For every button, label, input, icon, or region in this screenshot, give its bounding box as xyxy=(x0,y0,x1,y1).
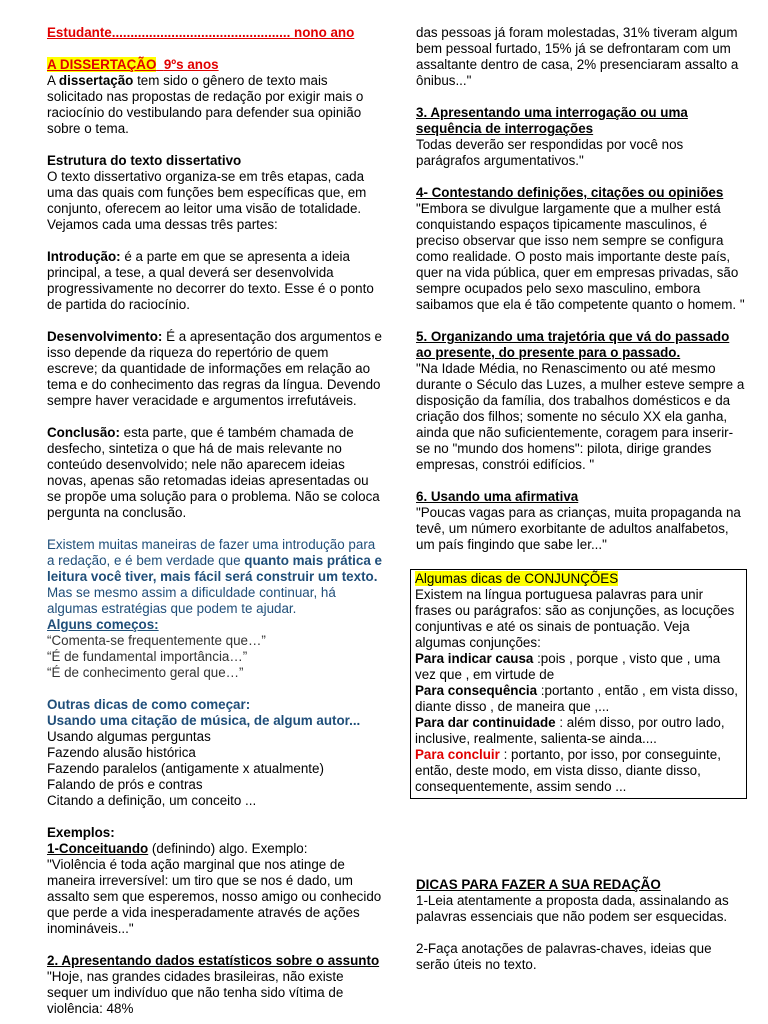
example-3-heading-text: 3. Apresentando uma interrogação ou uma sequência de interrogações xyxy=(416,105,688,136)
example-6-heading-text: 6. Usando uma afirmativa xyxy=(416,489,579,504)
introduction-label: Introdução: xyxy=(47,249,121,264)
consequence-text: :portanto , então , em vista disso, diante disso , de maneira que ,... xyxy=(415,683,739,714)
conjunction-continuity xyxy=(415,715,742,747)
example-6-heading xyxy=(416,489,746,505)
structure-text: O texto dissertativo organiza-se em três etapas, cada uma das quais com funções bem específicas que, em conjunto, oferecem ao leitor uma visão de totalidade. Vejamos cada uma dessas três partes: xyxy=(47,169,367,232)
continuity-label: Para dar continuidade xyxy=(415,715,556,730)
cause-text: :pois , porque , visto que , uma vez que , em virtude de xyxy=(415,651,721,682)
example-5-heading-text: 5. Organizando uma trajetória que vá do passado ao presente, do presente para o passado. xyxy=(416,329,730,360)
other-tip: Citando a definição, um conceito ... xyxy=(47,793,257,808)
example-4-heading xyxy=(416,185,746,201)
ways-paragraph xyxy=(47,537,382,617)
intro-keyword: dissertação xyxy=(58,73,134,88)
conjunction-cause xyxy=(415,651,742,683)
start-item: “Comenta-se frequentemente que…” xyxy=(47,633,266,648)
example-5-heading xyxy=(416,329,746,361)
title-grade: 9ºs anos xyxy=(163,57,219,72)
example-2-heading-text: 2. Apresentando dados estatísticos sobre o assunto xyxy=(47,953,380,968)
example-1-intro xyxy=(47,841,382,857)
other-tip: Fazendo paralelos (antigamente x atualmente) xyxy=(47,761,324,776)
example-1-text: (definindo) algo. Exemplo: xyxy=(148,841,308,856)
structure-heading xyxy=(47,153,382,169)
example-3-text: Todas deverão ser respondidas por você nos parágrafos argumentativos." xyxy=(416,137,684,168)
example-2-quote: "Hoje, nas grandes cidades brasileiras, não existe sequer um indivíduo que não tenha sido vítima de violência: 48% xyxy=(47,969,344,1016)
conjunctions-title xyxy=(415,571,742,587)
continuity-text: : além disso, por outro lado, inclusive, realmente, salienta-se ainda.... xyxy=(415,715,725,746)
right-column xyxy=(416,25,746,973)
example-1-quote: "Violência é toda ação marginal que nos atinge de maneira irreversível: um tiro que se nos é dado, um assalto sem que esperemos, nosso amigo ou conhecido que perde a vida inesperadamente através de ações inomináveis..." xyxy=(47,857,382,936)
other-tip: Fazendo alusão histórica xyxy=(47,745,196,760)
other-tip: Falando de prós e contras xyxy=(47,777,203,792)
conjunctions-intro: Existem na língua portuguesa palavras para unir frases ou parágrafos: são as conjunções, as locuções conjuntivas e até os sinais de pontuação. Veja algumas conjunções: xyxy=(415,587,735,650)
ways-text-b: quanto mais prática e leitura você tiver, mais fácil será construir um texto. xyxy=(47,553,382,584)
document-title xyxy=(47,57,382,73)
example-5-text: "Na Idade Média, no Renascimento ou até mesmo durante o Século das Luzes, a mulher esteve sempre a disposição da família, dos trabalhos domésticos e da criação dos filhos; somente no século XX ela ganha, ainda que não suficientemente, coragem para inserir-se no "mundo dos homens": pilota, dirige grandes empresas, constrói edifícios. " xyxy=(416,361,745,472)
conjunctions-title-text: Algumas dicas de CONJUNÇÕES xyxy=(415,571,619,586)
intro-paragraph xyxy=(47,73,382,137)
example-3-heading xyxy=(416,105,746,137)
starts-heading xyxy=(47,617,382,633)
example-6-text: "Poucas vagas para as crianças, muita propaganda na tevê, um número exorbitante de adultos analfabetos, um país fingindo que sabe ler..." xyxy=(416,505,741,552)
conclusion-definition xyxy=(47,425,382,521)
development-definition xyxy=(47,329,382,409)
examples-heading-text: Exemplos: xyxy=(47,825,115,840)
structure-heading-text: Estrutura do texto dissertativo xyxy=(47,153,242,168)
conjunction-consequence xyxy=(415,683,742,715)
start-item: “É de conhecimento geral que…” xyxy=(47,665,244,680)
development-label: Desenvolvimento: xyxy=(47,329,163,344)
other-tip-first-text: Usando uma citação de música, de algum autor... xyxy=(47,713,361,728)
consequence-label: Para consequência xyxy=(415,683,538,698)
conjunctions-box xyxy=(410,569,747,799)
tip-2: 2-Faça anotações de palavras-chaves, ideias que serão úteis no texto. xyxy=(416,941,712,972)
example-2-heading xyxy=(47,953,382,969)
title-text: A DISSERTAÇÃO xyxy=(47,57,157,72)
student-line: Estudante................................................ nono ano xyxy=(47,25,355,40)
cause-label: Para indicar causa xyxy=(415,651,534,666)
development-text: É a apresentação dos argumentos e isso depende da riqueza do repertório de quem escreve; da quantidade de informações em relação ao tema e do conhecimento das regras da língua. Devendo sempre haver veracidade e argumentos irrefutáveis. xyxy=(47,329,382,408)
conclusion-label: Conclusão: xyxy=(47,425,120,440)
example-2-continued: das pessoas já foram molestadas, 31% tiveram algum bem pessoal furtado, 15% já se defrontaram com um assaltante dentro de casa, 2% presenciaram assalto a ônibus..." xyxy=(416,25,739,88)
example-1-label: 1-Conceituando xyxy=(47,841,149,856)
tip-1: 1-Leia atentamente a proposta dada, assinalando as palavras essenciais que não podem ser esquecidas. xyxy=(416,893,729,924)
example-4-text: "Embora se divulgue largamente que a mulher está conquistando espaços tipicamente masculinos, é preciso observar que isso nem sempre se configura como realidade. O posto mais importante deste país, quer na vida pública, quer em empresas privadas, são sempre ocupados pelo sexo masculino, embora saibamos que ela é tão competente quanto o homem. " xyxy=(416,201,745,312)
tips-heading xyxy=(416,877,746,893)
conclusion-text: esta parte, que é também chamada de desfecho, sintetiza o que há de mais relevante no conteúdo desenvolvido; nele não aparecem ideias novas, apenas são retomadas ideias apresentadas ou se propõe uma solução para o problema. Não se coloca pergunta na conclusão. xyxy=(47,425,380,520)
conjunction-conclusion xyxy=(415,747,742,795)
other-tip-first xyxy=(47,713,382,729)
conclusion-conj-text: : portanto, por isso, por conseguinte, então, deste modo, em vista disso, diante disso, consequentemente, assim sendo ... xyxy=(415,747,721,794)
introduction-definition xyxy=(47,249,382,313)
intro-text-a: A xyxy=(47,73,59,88)
intro-text-c: tem sido o gênero de texto mais solicitado nas propostas de redação por exigir mais o raciocínio do vestibulando para defender sua opinião sobre o tema. xyxy=(47,73,364,136)
introduction-text: é a parte em que se apresenta a ideia principal, a tese, a qual deverá ser desenvolvida progressivamente no decorrer do texto. Esse é o ponto de partida do raciocínio. xyxy=(47,249,374,312)
tips-heading-text: DICAS PARA FAZER A SUA REDAÇÃO xyxy=(416,877,661,892)
other-tips-heading-text: Outras dicas de como começar: xyxy=(47,697,251,712)
other-tip: Usando algumas perguntas xyxy=(47,729,211,744)
other-tips-heading xyxy=(47,697,382,713)
student-header xyxy=(47,25,382,41)
ways-text-a: Existem muitas maneiras de fazer uma introdução para a redação, e é bem verdade que xyxy=(47,537,376,568)
start-item: “É de fundamental importância…” xyxy=(47,649,248,664)
examples-heading xyxy=(47,825,382,841)
conclusion-conj-label: Para concluir xyxy=(415,747,500,762)
starts-heading-text: Alguns começos: xyxy=(47,617,159,632)
left-column xyxy=(47,25,382,1017)
example-4-heading-text: 4- Contestando definições, citações ou opiniões xyxy=(416,185,724,200)
ways-text-c: Mas se mesmo assim a dificuldade continuar, há algumas estratégias que podem te ajudar. xyxy=(47,585,336,616)
